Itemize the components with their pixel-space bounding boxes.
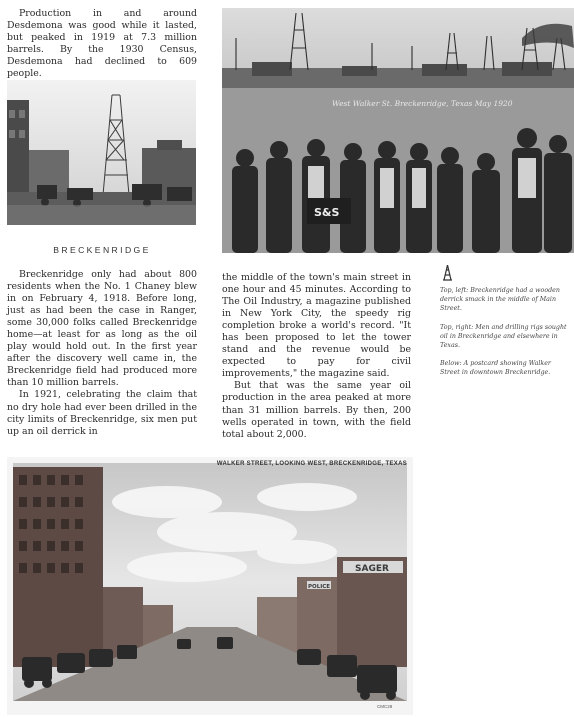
col2-paragraph-1: the middle of the town's main street in one hour and 45 minutes. According to The Oil Industry, a magazine published in New York City, the speedy rig completion broke a world's record. "It has been proposed to let the tower stand and the revenue would be expected to pay for civil improvements," the magazine said.	[222, 272, 411, 380]
captions	[440, 286, 568, 378]
intro-paragraph: Production in and around Desdemona was good while it lasted, but peaked in 1919 at 7.3 million barrels. By the 1930 Census, Desdemona had declined to 609 people.	[7, 8, 197, 80]
caption-top-left: Top, left: Breckenridge had a wooden derrick smack in the middle of Main Street.	[440, 287, 560, 313]
photo-men-and-rigs	[222, 8, 574, 253]
postcard-title: WALKER STREET, LOOKING WEST, BRECKENRIDGE, TEXAS	[216, 461, 407, 467]
postcard-walker-street	[7, 457, 413, 715]
caption-below: Below: A postcard showing Walker Street in downtown Breckenridge.	[440, 360, 551, 377]
derrick-icon	[441, 265, 454, 281]
photo-sign: S&S	[314, 206, 340, 219]
caption-top-right: Top, right: Men and drilling rigs sought oil in Breckenridge and elsewhere in Texas.	[440, 323, 567, 350]
postcard-sign-police: POLICE	[308, 584, 331, 590]
col1-paragraph-1: Breckenridge only had about 800 residents when the No. 1 Chaney blew in on February 4, 1918. Before long, just as had been the case in Ranger, some 30,000 folks called Breckenridge home—at least for as long as the oil play would hold out. In the first year after the discovery well came in, the Breckenridge field had produced more than 10 million barrels.	[7, 269, 197, 389]
col2-paragraph-2: But that was the same year oil production in the area peaked at more than 31 million barrels. By then, 200 wells operated in town, with the field total about 2,000.	[222, 380, 411, 440]
postcard-sign-sager: SAGER	[355, 564, 389, 574]
postcard-credit: CMC28	[377, 704, 393, 709]
column-1	[7, 269, 197, 438]
photo-main-street-derrick	[7, 80, 196, 225]
column-2	[222, 272, 411, 441]
col1-paragraph-2: In 1921, celebrating the claim that no dry hole had ever been drilled in the city limits of Breckenridge, six men put up an oil derrick in	[7, 389, 197, 437]
photo-inscription: West Walker St. Breckenridge, Texas May 1920	[332, 99, 513, 108]
section-heading: BRECKENRIDGE	[53, 245, 151, 255]
